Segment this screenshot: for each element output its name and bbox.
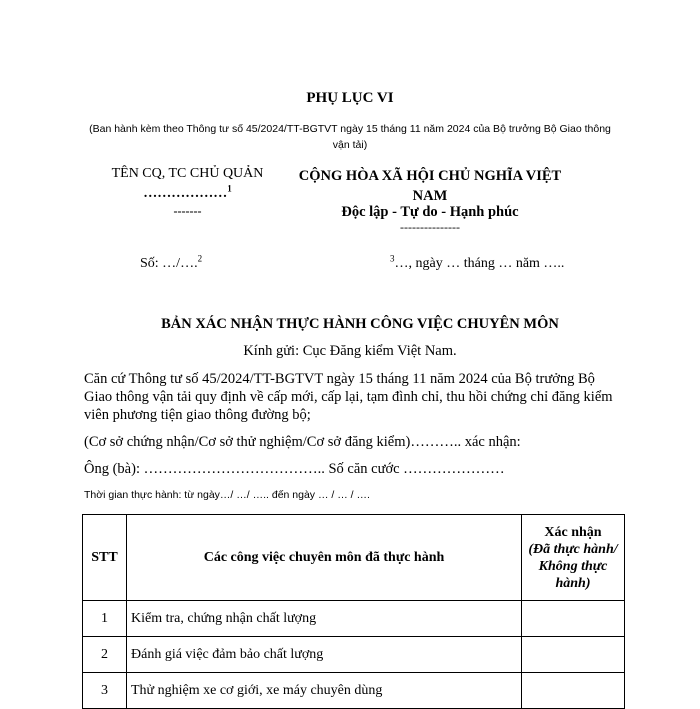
row-task: Đánh giá việc đảm bảo chất lượng <box>127 637 522 673</box>
header-task: Các công việc chuyên môn đã thực hành <box>127 515 522 601</box>
header-confirm-note: (Đã thực hành/ Không thực hành) <box>528 541 618 591</box>
footnote-marker-1: 1 <box>227 183 232 194</box>
practice-period-line: Thời gian thực hành: từ ngày…/ …/ ….. đến ngày … / … / …. <box>84 489 370 501</box>
row-confirm-cell[interactable] <box>522 637 625 673</box>
agency-divider: ------- <box>173 204 202 218</box>
agency-dots: ……………… <box>143 186 228 201</box>
table-header-row <box>83 515 625 601</box>
row-confirm-cell[interactable] <box>522 673 625 709</box>
facility-confirmation-line: (Cơ sở chứng nhận/Cơ sở thử nghiệm/Cơ sở đăng kiểm)……….. xác nhận: <box>84 434 521 450</box>
table-row <box>83 637 625 673</box>
row-stt: 2 <box>83 637 127 673</box>
footnote-marker-2: 2 <box>197 253 203 264</box>
footnote-marker-3: 3 <box>390 253 395 264</box>
country-name: CỘNG HÒA XÃ HỘI CHỦ NGHĨA VIỆT NAM <box>298 168 562 204</box>
national-motto: Độc lập - Tự do - Hạnh phúc <box>341 204 519 220</box>
place-date-text: …, ngày … tháng … năm ….. <box>394 256 565 271</box>
legal-basis-paragraph: Căn cứ Thông tư số 45/2024/TT-BGTVT ngày 15 tháng 11 năm 2024 của Bộ trưởng Bộ Giao thông vận tải quy định về cấp mới, cấp lại, tạm đình chỉ, thu hồi chứng chỉ đăng kiểm viên phương tiện giao thông đường bộ; <box>84 371 613 423</box>
row-confirm-cell[interactable] <box>522 601 625 637</box>
row-stt: 1 <box>83 601 127 637</box>
appendix-subtitle: (Ban hành kèm theo Thông tư số 45/2024/TT-BGTVT ngày 15 tháng 11 năm 2024 của Bộ trưởng Bộ Giao thông vận tải) <box>89 123 611 151</box>
appendix-title: PHỤ LỤC VI <box>306 90 394 106</box>
table-row <box>83 673 625 709</box>
header-confirm-label: Xác nhận <box>544 524 602 540</box>
document-title: BẢN XÁC NHẬN THỰC HÀNH CÔNG VIỆC CHUYÊN MÔN <box>161 316 559 332</box>
row-task: Thử nghiệm xe cơ giới, xe máy chuyên dùng <box>127 673 522 709</box>
agency-placeholder <box>100 183 275 202</box>
tasks-table <box>82 514 625 709</box>
person-info-line: Ông (bà): ……………………………….. Số căn cước ………………… <box>84 461 505 477</box>
row-task: Kiểm tra, chứng nhận chất lượng <box>127 601 522 637</box>
document-number-text: Số: …/…. <box>140 256 198 271</box>
agency-name: TÊN CQ, TC CHỦ QUẢN <box>111 166 264 181</box>
recipient-line: Kính gửi: Cục Đăng kiểm Việt Nam. <box>243 343 457 359</box>
header-stt: STT <box>83 515 127 601</box>
document-number <box>140 253 203 272</box>
header-confirm <box>522 515 625 601</box>
motto-divider: --------------- <box>400 220 460 234</box>
table-row <box>83 601 625 637</box>
place-and-date <box>390 253 565 272</box>
row-stt: 3 <box>83 673 127 709</box>
